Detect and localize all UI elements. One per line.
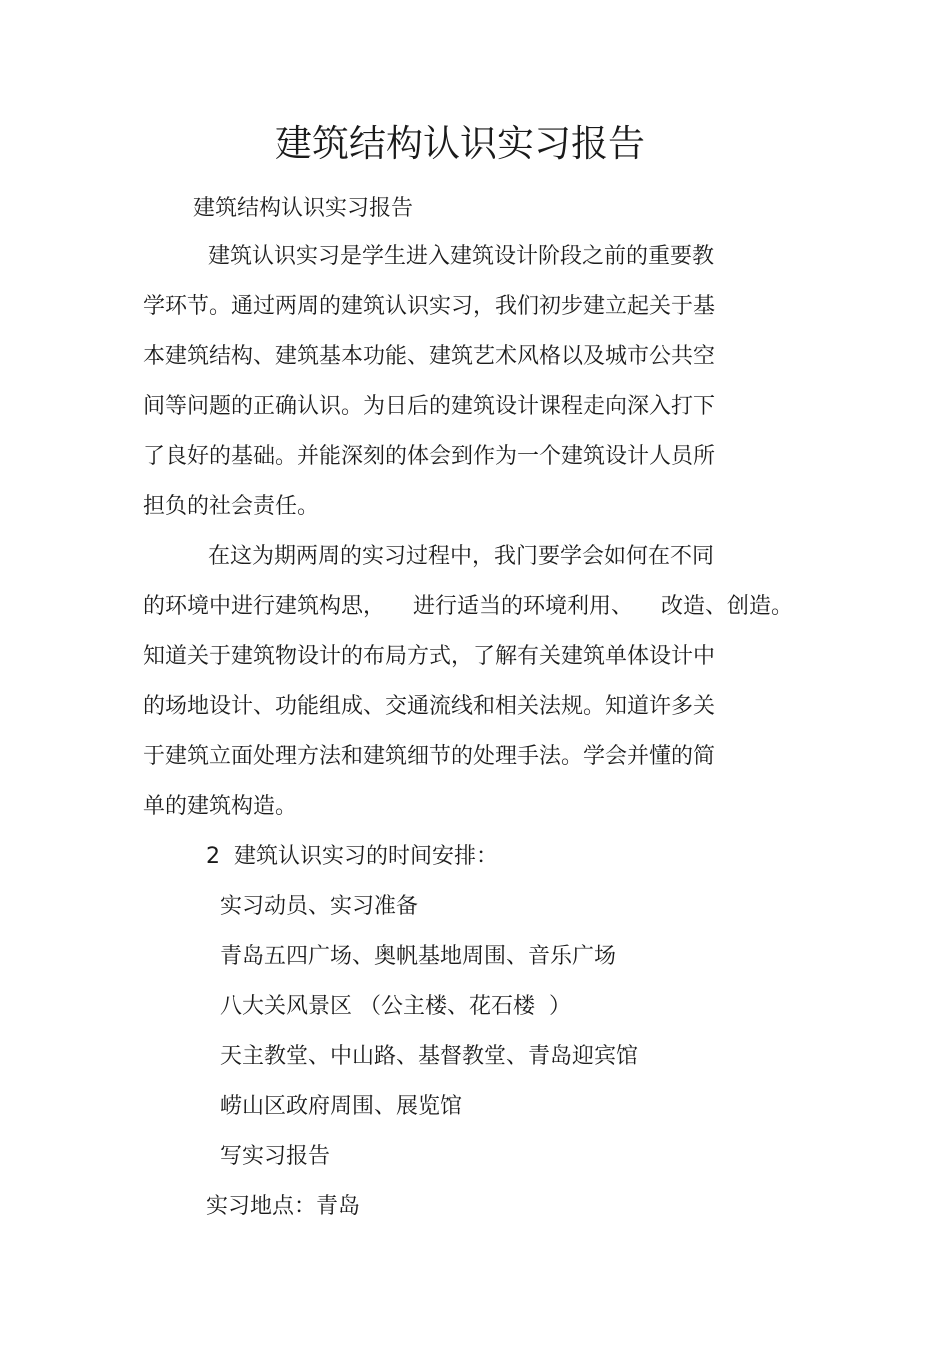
- page-title: 建筑结构认识实习报告: [275, 122, 645, 165]
- location-line: 实习地点：青岛: [206, 1194, 361, 1219]
- paragraph-line: 单的建筑构造。: [143, 794, 298, 819]
- paragraph-line: 的场地设计、功能组成、交通流线和相关法规。知道许多关: [143, 694, 716, 719]
- schedule-item: 天主教堂、中山路、基督教堂、青岛迎宾馆: [220, 1044, 639, 1069]
- paragraph-line: 本建筑结构、建筑基本功能、建筑艺术风格以及城市公共空: [143, 344, 716, 369]
- schedule-item: 青岛五四广场、奥帆基地周围、音乐广场: [220, 944, 617, 969]
- schedule-heading: 2 建筑认识实习的时间安排：: [206, 844, 498, 869]
- paragraph-line: 于建筑立面处理方法和建筑细节的处理手法。学会并懂的简: [143, 744, 716, 769]
- schedule-item: 崂山区政府周围、展览馆: [220, 1094, 463, 1119]
- paragraph-line: 在这为期两周的实习过程中，我门要学会如何在不同: [208, 544, 715, 569]
- paragraph-line: 知道关于建筑物设计的布局方式，了解有关建筑单体设计中: [143, 644, 716, 669]
- schedule-item: 八大关风景区 （公主楼、花石楼 ）: [220, 994, 571, 1019]
- paragraph-line: 建筑认识实习是学生进入建筑设计阶段之前的重要教: [208, 244, 715, 269]
- paragraph-line: 间等问题的正确认识。为日后的建筑设计课程走向深入打下: [143, 394, 716, 419]
- subtitle: 建筑结构认识实习报告: [193, 196, 414, 221]
- schedule-item: 写实习报告: [220, 1144, 331, 1169]
- paragraph-line: 了良好的基础。并能深刻的体会到作为一个建筑设计人员所: [143, 444, 716, 469]
- schedule-item: 实习动员、实习准备: [220, 894, 419, 919]
- paragraph-line: 担负的社会责任。: [143, 494, 320, 519]
- paragraph-line: 学环节。通过两周的建筑认识实习，我们初步建立起关于基: [143, 294, 716, 319]
- paragraph-line: 的环境中进行建筑构思， 进行适当的环境利用、 改造、创造。: [143, 594, 793, 619]
